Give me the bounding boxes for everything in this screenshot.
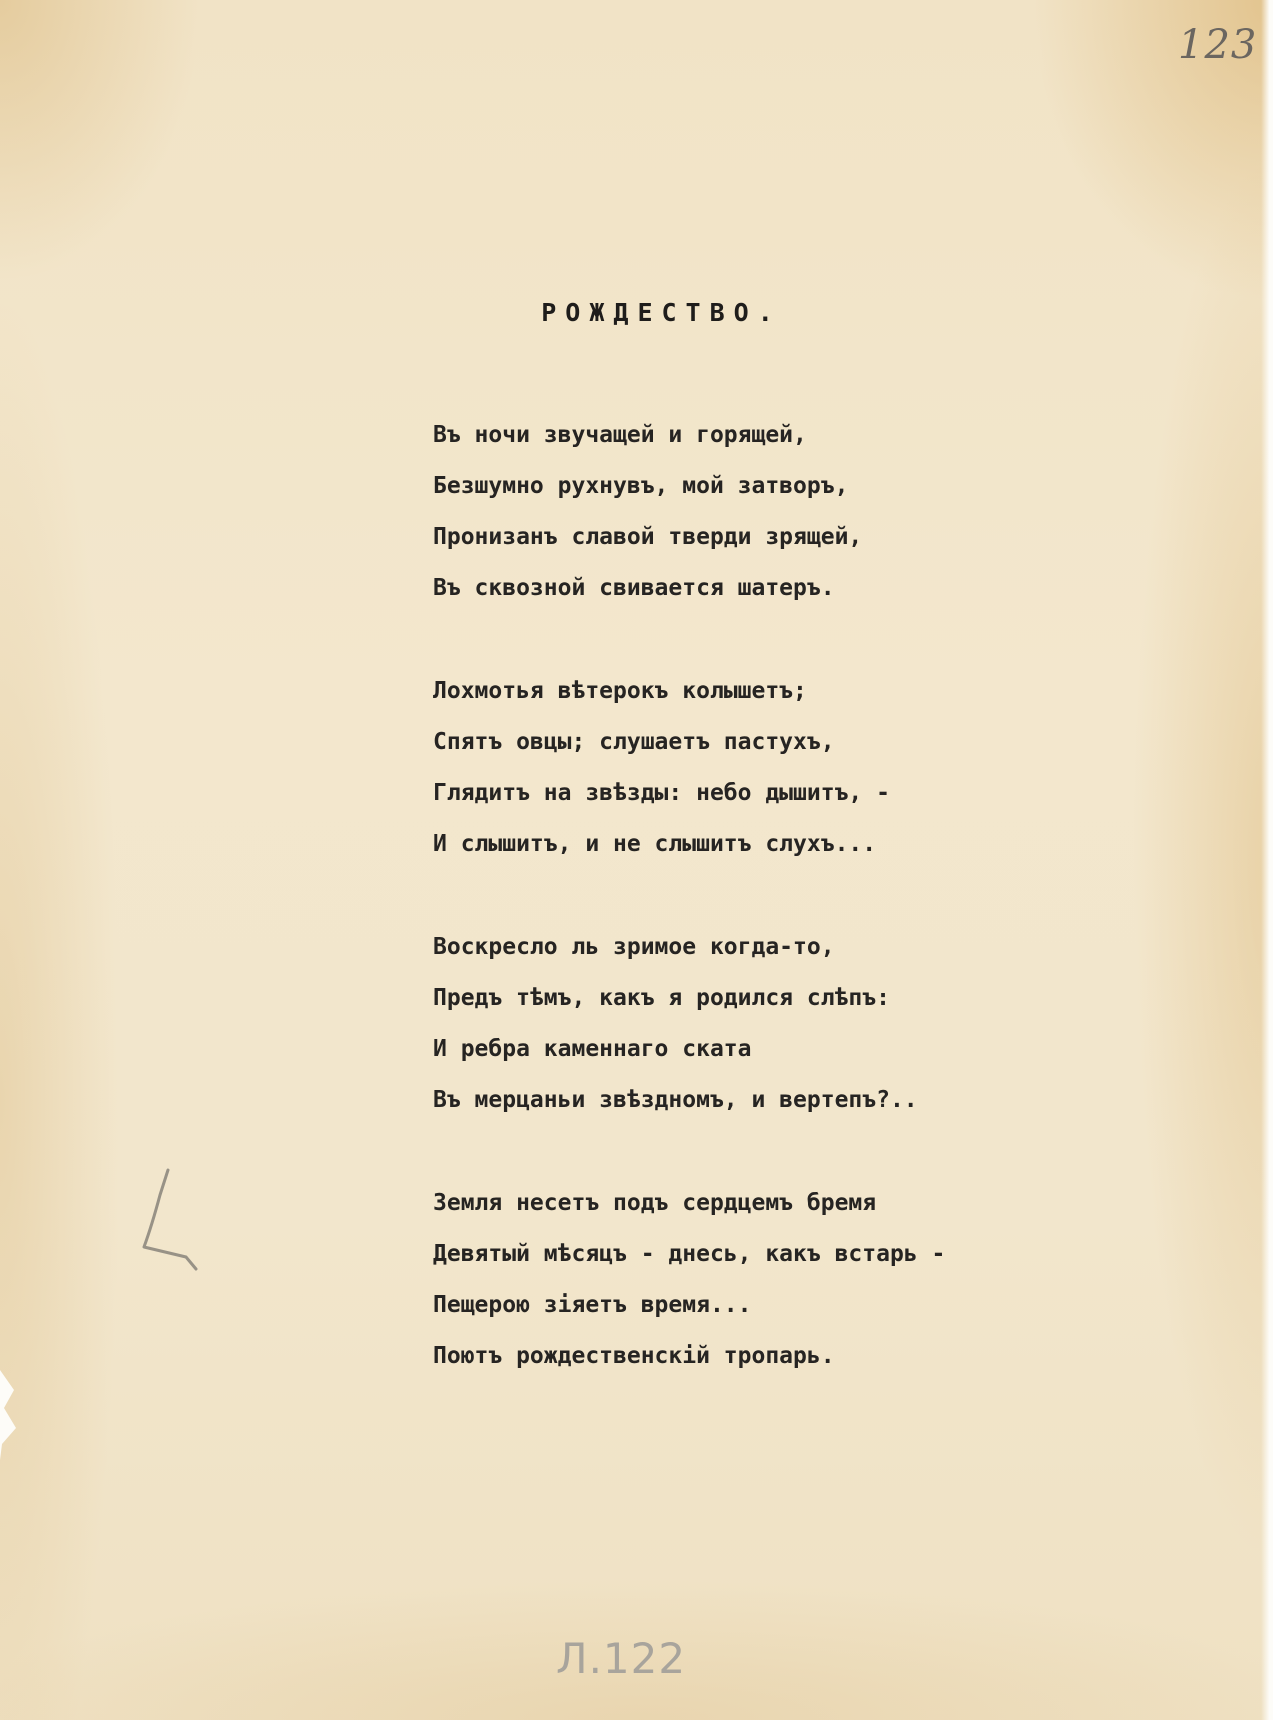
poem-line: Глядитъ на звѣзды: небо дышитъ, - (433, 780, 890, 806)
stanza-1 (433, 410, 1073, 614)
poem-line: Земля несетъ подъ сердцемъ бремя (433, 1190, 877, 1216)
poem-title: РОЖДЕСТВО. (541, 298, 782, 327)
poem-line: Въ сквозной свивается шатеръ. (433, 575, 835, 601)
poem-line: Поютъ рождественскій тропарь. (433, 1343, 835, 1369)
poem-line: Пронизанъ славой тверди зрящей, (433, 524, 863, 550)
folio-number: 123 (1178, 22, 1258, 68)
poem-line: Въ мерцаньи звѣздномъ, и вертепъ?.. (433, 1087, 918, 1113)
stanza-4 (433, 1178, 1073, 1382)
pencil-margin-mark (138, 1165, 208, 1275)
poem-line: Девятый мѣсяцъ - днесь, какъ встарь - (433, 1241, 946, 1267)
paper-edge (1261, 0, 1273, 1720)
poem-line: Предъ тѣмъ, какъ я родился слѣпъ: (433, 985, 890, 1011)
poem-line: И ребра каменнаго ската (433, 1036, 752, 1062)
stanza-2 (433, 666, 1073, 870)
stanza-3 (433, 922, 1073, 1126)
archive-sheet-number: Л.122 (556, 1634, 687, 1683)
poem-line: Безшумно рухнувъ, мой затворъ, (433, 473, 849, 499)
poem-line: Пещерою зіяетъ время... (433, 1292, 752, 1318)
torn-edge (0, 1370, 20, 1460)
poem-line: И слышитъ, и не слышитъ слухъ... (433, 831, 877, 857)
poem-line: Въ ночи звучащей и горящей, (433, 422, 807, 448)
poem-line: Спятъ овцы; слушаетъ пастухъ, (433, 729, 835, 755)
poem-line: Воскресло ль зримое когда-то, (433, 934, 835, 960)
poem-line: Лохмотья вѣтерокъ колышетъ; (433, 678, 807, 704)
poem-body (433, 410, 1073, 1434)
